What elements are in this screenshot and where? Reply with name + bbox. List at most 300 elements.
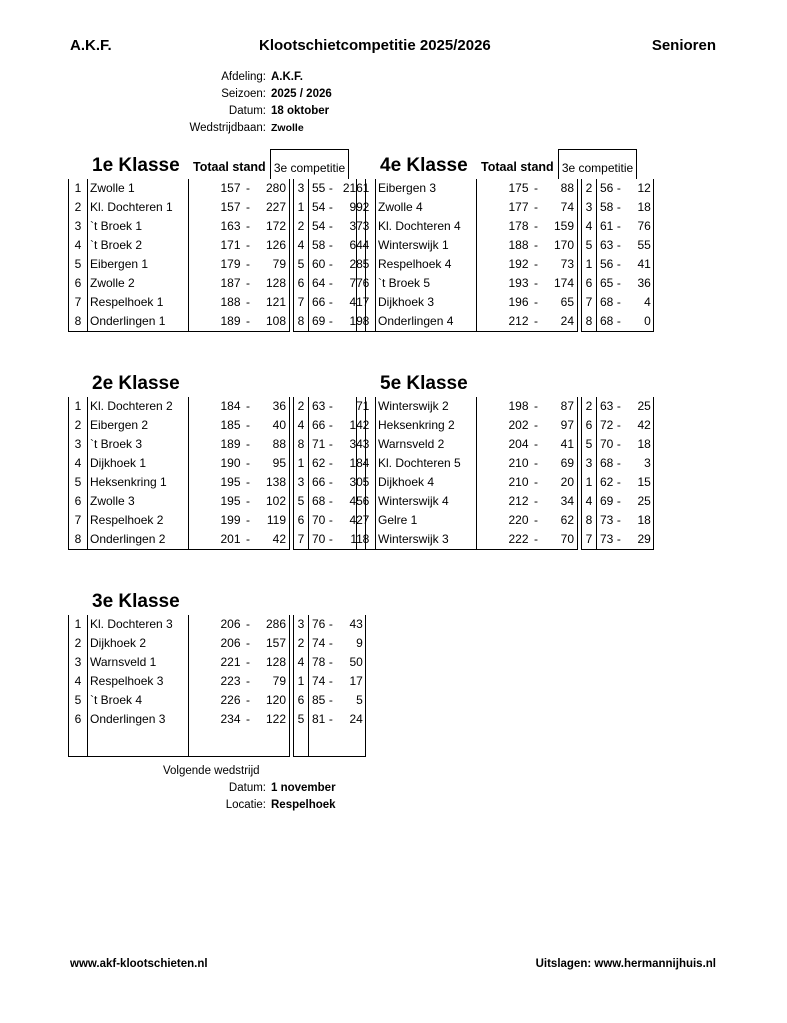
table-row [69,672,366,691]
rank-cell: 4 [357,454,376,473]
rank-cell: 3 [69,435,88,454]
total-for-cell: 210 [508,475,529,489]
dash-cell: - [246,295,250,309]
comp-dash-cell: - [616,437,621,451]
dash-cell: - [534,437,538,451]
total-against-cell: 73 [544,255,578,274]
comp-dash-cell: - [328,636,333,650]
footer-results-link[interactable]: Uitslagen: www.hermannijhuis.nl [535,958,716,970]
total-against-cell: 74 [544,198,578,217]
table-row [69,416,366,435]
total-for-cell: 196 [508,295,529,309]
table-row [357,217,654,236]
rank-cell: 4 [69,236,88,255]
dash-cell: - [241,312,256,332]
total-for-cell: 206 [220,617,241,631]
comp-rank-cell: 7 [294,530,309,550]
comp-dash-cell: - [616,257,621,271]
table-row [357,492,654,511]
total-against-cell: 88 [256,435,290,454]
rank-cell: 6 [69,274,88,293]
comp-for-cell: 62 [600,475,614,489]
total-for-cell: 171 [220,238,241,252]
info-row [0,86,787,102]
total-against-cell: 227 [256,198,290,217]
dash-cell: - [246,418,250,432]
table-row [69,729,366,757]
comp-for-cell: 85 [312,693,326,707]
table-row [69,255,366,274]
team-cell: `t Broek 2 [88,236,189,255]
rank-cell: 8 [69,530,88,550]
comp-for-cell: 69 [600,494,614,508]
team-cell: Winterswijk 4 [376,492,477,511]
dash-cell: - [246,475,250,489]
table-row [357,293,654,312]
comp-for-cell: 56 [600,257,614,271]
dash-cell: - [246,712,250,726]
dash-cell: - [246,655,250,669]
total-against-cell: 280 [256,179,290,198]
table-row [69,615,366,634]
team-cell: Eibergen 3 [376,179,477,198]
comp-dash-cell: - [328,219,333,233]
comp-rank-cell: 2 [294,397,309,416]
comp-for-cell: 68 [600,456,614,470]
comp-against-cell: 17 [336,672,365,691]
comp-dash-cell: - [325,530,336,550]
table-row [69,217,366,236]
rank-cell: 3 [69,653,88,672]
comp-against-cell: 216 [336,179,365,198]
team-cell: Kl. Dochteren 2 [88,397,189,416]
comp-rank-cell: 4 [294,653,309,672]
comp-against-cell: 18 [624,511,653,530]
column-header-totaal: Totaal stand [193,160,266,174]
comp-dash-cell: - [616,494,621,508]
comp-for-cell: 66 [312,418,326,432]
rank-cell: 7 [69,511,88,530]
rank-cell: 4 [69,454,88,473]
dash-cell: - [246,399,250,413]
rank-cell: 1 [69,615,88,634]
comp-dash-cell: - [616,513,621,527]
rank-cell: 8 [357,312,376,332]
comp-for-cell: 73 [597,530,614,550]
team-cell: Dijkhoek 2 [88,634,189,653]
comp-for-cell: 68 [312,494,326,508]
comp-rank-cell: 6 [294,511,309,530]
total-against-cell: 95 [256,454,290,473]
comp-rank-cell: 1 [294,454,309,473]
total-against-cell: 69 [544,454,578,473]
comp-dash-cell: - [616,276,621,290]
comp-against-cell: 45 [336,492,365,511]
total-against-cell: 159 [544,217,578,236]
dash-cell: - [534,399,538,413]
table-row [69,397,366,416]
table-row [69,511,366,530]
total-for-cell: 178 [508,219,529,233]
total-against-cell: 24 [544,312,578,332]
team-cell: Zwolle 2 [88,274,189,293]
dash-cell: - [534,475,538,489]
comp-dash-cell: - [328,200,333,214]
info-value: 18 oktober [271,105,330,117]
team-cell: Respelhoek 1 [88,293,189,312]
comp-dash-cell: - [328,418,333,432]
comp-against-cell: 37 [336,217,365,236]
table-row [69,198,366,217]
footer-website-link[interactable]: www.akf-klootschieten.nl [70,958,208,970]
info-label: Afdeling: [221,71,266,83]
total-for-cell: 193 [508,276,529,290]
comp-dash-cell: - [328,513,333,527]
comp-rank-cell: 8 [294,435,309,454]
team-cell: Dijkhoek 1 [88,454,189,473]
comp-against-cell: 42 [336,511,365,530]
comp-for-cell: 63 [312,399,326,413]
dash-cell: - [534,181,538,195]
dash-cell: - [246,674,250,688]
table-row [69,274,366,293]
dash-cell: - [534,257,538,271]
total-against-cell: 20 [544,473,578,492]
dash-cell: - [246,456,250,470]
comp-dash-cell: - [616,475,621,489]
team-cell: `t Broek 4 [88,691,189,710]
rank-cell: 5 [357,473,376,492]
comp-dash-cell: - [328,693,333,707]
total-against-cell: 70 [544,530,578,550]
dash-cell: - [534,219,538,233]
total-against-cell: 122 [256,710,290,729]
team-cell: `t Broek 1 [88,217,189,236]
klasse-title: 4e Klasse [380,155,468,176]
comp-dash-cell: - [616,200,621,214]
rank-cell: 5 [69,691,88,710]
comp-for-cell: 69 [309,312,326,332]
total-for-cell: 220 [508,513,529,527]
total-against-cell: 42 [256,530,290,550]
team-cell: Onderlingen 2 [88,530,189,550]
team-cell: Eibergen 2 [88,416,189,435]
total-for-cell: 206 [220,636,241,650]
total-against-cell: 79 [256,672,290,691]
comp-rank-cell: 3 [582,198,597,217]
table-row [69,179,366,198]
comp-for-cell: 66 [312,295,326,309]
rank-cell: 7 [69,293,88,312]
table-row [69,530,366,550]
comp-for-cell: 65 [600,276,614,290]
comp-rank-cell: 5 [294,710,309,729]
team-cell: Winterswijk 1 [376,236,477,255]
column-header-competitie: 3e competitie [561,161,634,175]
comp-rank-cell: 1 [582,255,597,274]
total-for-cell: 190 [220,456,241,470]
total-for-cell: 195 [220,494,241,508]
table-row [69,293,366,312]
rank-cell: 5 [357,255,376,274]
dash-cell: - [246,219,250,233]
comp-for-cell: 70 [312,513,326,527]
table-row [69,435,366,454]
table-row [357,236,654,255]
rank-cell: 8 [357,530,376,550]
comp-against-cell: 42 [624,416,653,435]
total-for-cell: 185 [220,418,241,432]
table-row [357,454,654,473]
comp-for-cell: 54 [312,200,326,214]
comp-against-cell: 15 [624,473,653,492]
klasse-title: 2e Klasse [92,373,180,394]
dash-cell: - [534,276,538,290]
comp-dash-cell: - [616,238,621,252]
total-for-cell: 212 [508,494,529,508]
rank-cell: 1 [357,179,376,198]
total-against-cell: 119 [256,511,290,530]
dash-cell: - [246,200,250,214]
total-for-cell: 199 [220,513,241,527]
info-row [0,69,787,85]
team-cell: `t Broek 3 [88,435,189,454]
team-cell: Kl. Dochteren 1 [88,198,189,217]
table-row [357,397,654,416]
total-for-cell: 188 [508,238,529,252]
comp-dash-cell: - [328,399,333,413]
comp-against-cell: 34 [336,435,365,454]
table-row [357,312,654,332]
team-cell: Respelhoek 3 [88,672,189,691]
comp-rank-cell: 8 [582,312,597,332]
dash-cell: - [246,257,250,271]
comp-against-cell: 29 [624,530,653,550]
table-row [69,492,366,511]
comp-rank-cell: 4 [582,492,597,511]
rank-cell: 2 [357,416,376,435]
comp-against-cell: 99 [336,198,365,217]
comp-against-cell: 18 [336,454,365,473]
table-row [357,416,654,435]
dash-cell: - [534,456,538,470]
total-against-cell: 34 [544,492,578,511]
total-for-cell: 212 [477,312,529,332]
comp-rank-cell: 5 [294,492,309,511]
total-for-cell: 175 [508,181,529,195]
comp-rank-cell: 2 [582,179,597,198]
comp-rank-cell: 2 [294,634,309,653]
total-for-cell: 234 [220,712,241,726]
team-cell: Respelhoek 2 [88,511,189,530]
next-match-location-label: Locatie: [225,799,266,811]
comp-rank-cell: 4 [294,416,309,435]
table-row [357,255,654,274]
comp-rank-cell: 1 [294,672,309,691]
comp-against-cell: 30 [336,473,365,492]
comp-rank-cell: 7 [294,293,309,312]
comp-rank-cell: 2 [294,217,309,236]
dash-cell: - [246,513,250,527]
total-for-cell: 188 [220,295,241,309]
comp-for-cell: 66 [312,475,326,489]
comp-for-cell: 72 [600,418,614,432]
dash-cell: - [534,418,538,432]
team-cell: Winterswijk 2 [376,397,477,416]
comp-dash-cell: - [325,312,336,332]
dash-cell: - [246,276,250,290]
standings-table [356,397,654,550]
rank-cell: 5 [69,255,88,274]
rank-cell: 6 [357,274,376,293]
comp-dash-cell: - [328,494,333,508]
total-for-cell: 226 [220,693,241,707]
total-for-cell: 157 [220,181,241,195]
comp-rank-cell: 1 [582,473,597,492]
total-for-cell: 223 [220,674,241,688]
comp-against-cell: 76 [624,217,653,236]
comp-for-cell: 64 [312,276,326,290]
comp-against-cell: 3 [624,454,653,473]
comp-against-cell: 25 [624,492,653,511]
team-cell: Warnsveld 2 [376,435,477,454]
rank-cell: 2 [69,416,88,435]
comp-dash-cell: - [328,674,333,688]
comp-for-cell: 76 [312,617,326,631]
total-against-cell: 102 [256,492,290,511]
dash-cell: - [529,312,544,332]
rank-cell: 6 [357,492,376,511]
comp-rank-cell: 3 [294,473,309,492]
comp-against-cell: 41 [336,293,365,312]
comp-rank-cell: 6 [582,416,597,435]
klasse-title: 1e Klasse [92,155,180,176]
table-row [357,198,654,217]
dash-cell: - [246,494,250,508]
comp-for-cell: 68 [600,295,614,309]
table-row [69,653,366,672]
category-label: Senioren [651,37,716,54]
comp-for-cell: 60 [312,257,326,271]
comp-dash-cell: - [616,399,621,413]
comp-rank-cell: 2 [582,397,597,416]
total-for-cell: 221 [220,655,241,669]
klasse-title: 5e Klasse [380,373,468,394]
table-row [357,179,654,198]
rank-cell: 7 [357,511,376,530]
comp-dash-cell: - [328,475,333,489]
column-header-totaal: Totaal stand [481,160,554,174]
team-cell: Kl. Dochteren 5 [376,454,477,473]
comp-for-cell: 68 [597,312,614,332]
comp-against-cell [336,729,365,757]
total-against-cell: 87 [544,397,578,416]
comp-dash-cell: - [616,295,621,309]
total-for-cell: 202 [508,418,529,432]
next-match-heading: Volgende wedstrijd [163,765,260,777]
team-cell: Kl. Dochteren 4 [376,217,477,236]
rank-cell: 5 [69,473,88,492]
rank-cell: 2 [69,198,88,217]
total-for-cell: 204 [508,437,529,451]
total-against-cell: 174 [544,274,578,293]
comp-rank-cell: 6 [294,691,309,710]
comp-rank-cell: 5 [582,236,597,255]
rank-cell: 4 [357,236,376,255]
total-for-cell: 192 [508,257,529,271]
rank-cell [69,729,88,757]
total-against-cell: 126 [256,236,290,255]
dash-cell: - [529,530,544,550]
page-title: Klootschietcompetitie 2025/2026 [259,37,491,54]
team-cell: Heksenkring 1 [88,473,189,492]
comp-against-cell: 28 [336,255,365,274]
total-against-cell: 286 [256,615,290,634]
rank-cell: 7 [357,293,376,312]
dash-cell: - [246,181,250,195]
total-against-cell [256,729,290,757]
comp-against-cell: 77 [336,274,365,293]
total-for-cell: 184 [220,399,241,413]
dash-cell [241,729,256,757]
rank-cell: 4 [69,672,88,691]
comp-dash-cell: - [328,437,333,451]
comp-dash-cell: - [616,418,621,432]
comp-rank-cell: 3 [294,179,309,198]
klasse-title: 3e Klasse [92,591,180,612]
rank-cell: 8 [69,312,88,332]
total-against-cell: 172 [256,217,290,236]
info-label: Wedstrijdbaan: [189,122,266,134]
comp-for-cell: 54 [312,219,326,233]
table-row [69,634,366,653]
rank-cell: 2 [357,198,376,217]
dash-cell: - [246,636,250,650]
comp-dash-cell: - [328,295,333,309]
comp-against-cell: 25 [624,397,653,416]
rank-cell: 2 [69,634,88,653]
next-match-date-label: Datum: [228,782,266,794]
comp-for-cell [309,729,326,757]
info-label: Seizoen: [221,88,266,100]
comp-for-cell: 78 [312,655,326,669]
comp-for-cell: 70 [600,437,614,451]
team-cell: Zwolle 4 [376,198,477,217]
table-row [69,454,366,473]
comp-against-cell: 36 [624,274,653,293]
team-cell: Zwolle 3 [88,492,189,511]
comp-rank-cell: 5 [294,255,309,274]
rank-cell: 3 [69,217,88,236]
comp-dash-cell: - [328,238,333,252]
comp-dash-cell: - [613,530,624,550]
rank-cell: 6 [69,710,88,729]
dash-cell: - [246,617,250,631]
comp-dash-cell: - [613,312,624,332]
comp-rank-cell: 3 [582,454,597,473]
total-against-cell: 121 [256,293,290,312]
team-cell: Onderlingen 3 [88,710,189,729]
comp-against-cell: 12 [624,179,653,198]
rank-cell: 3 [357,217,376,236]
team-cell: Onderlingen 1 [88,312,189,332]
total-against-cell: 138 [256,473,290,492]
total-against-cell: 41 [544,435,578,454]
comp-against-cell: 41 [624,255,653,274]
table-row [69,710,366,729]
team-cell: Warnsveld 1 [88,653,189,672]
total-for-cell: 198 [508,399,529,413]
